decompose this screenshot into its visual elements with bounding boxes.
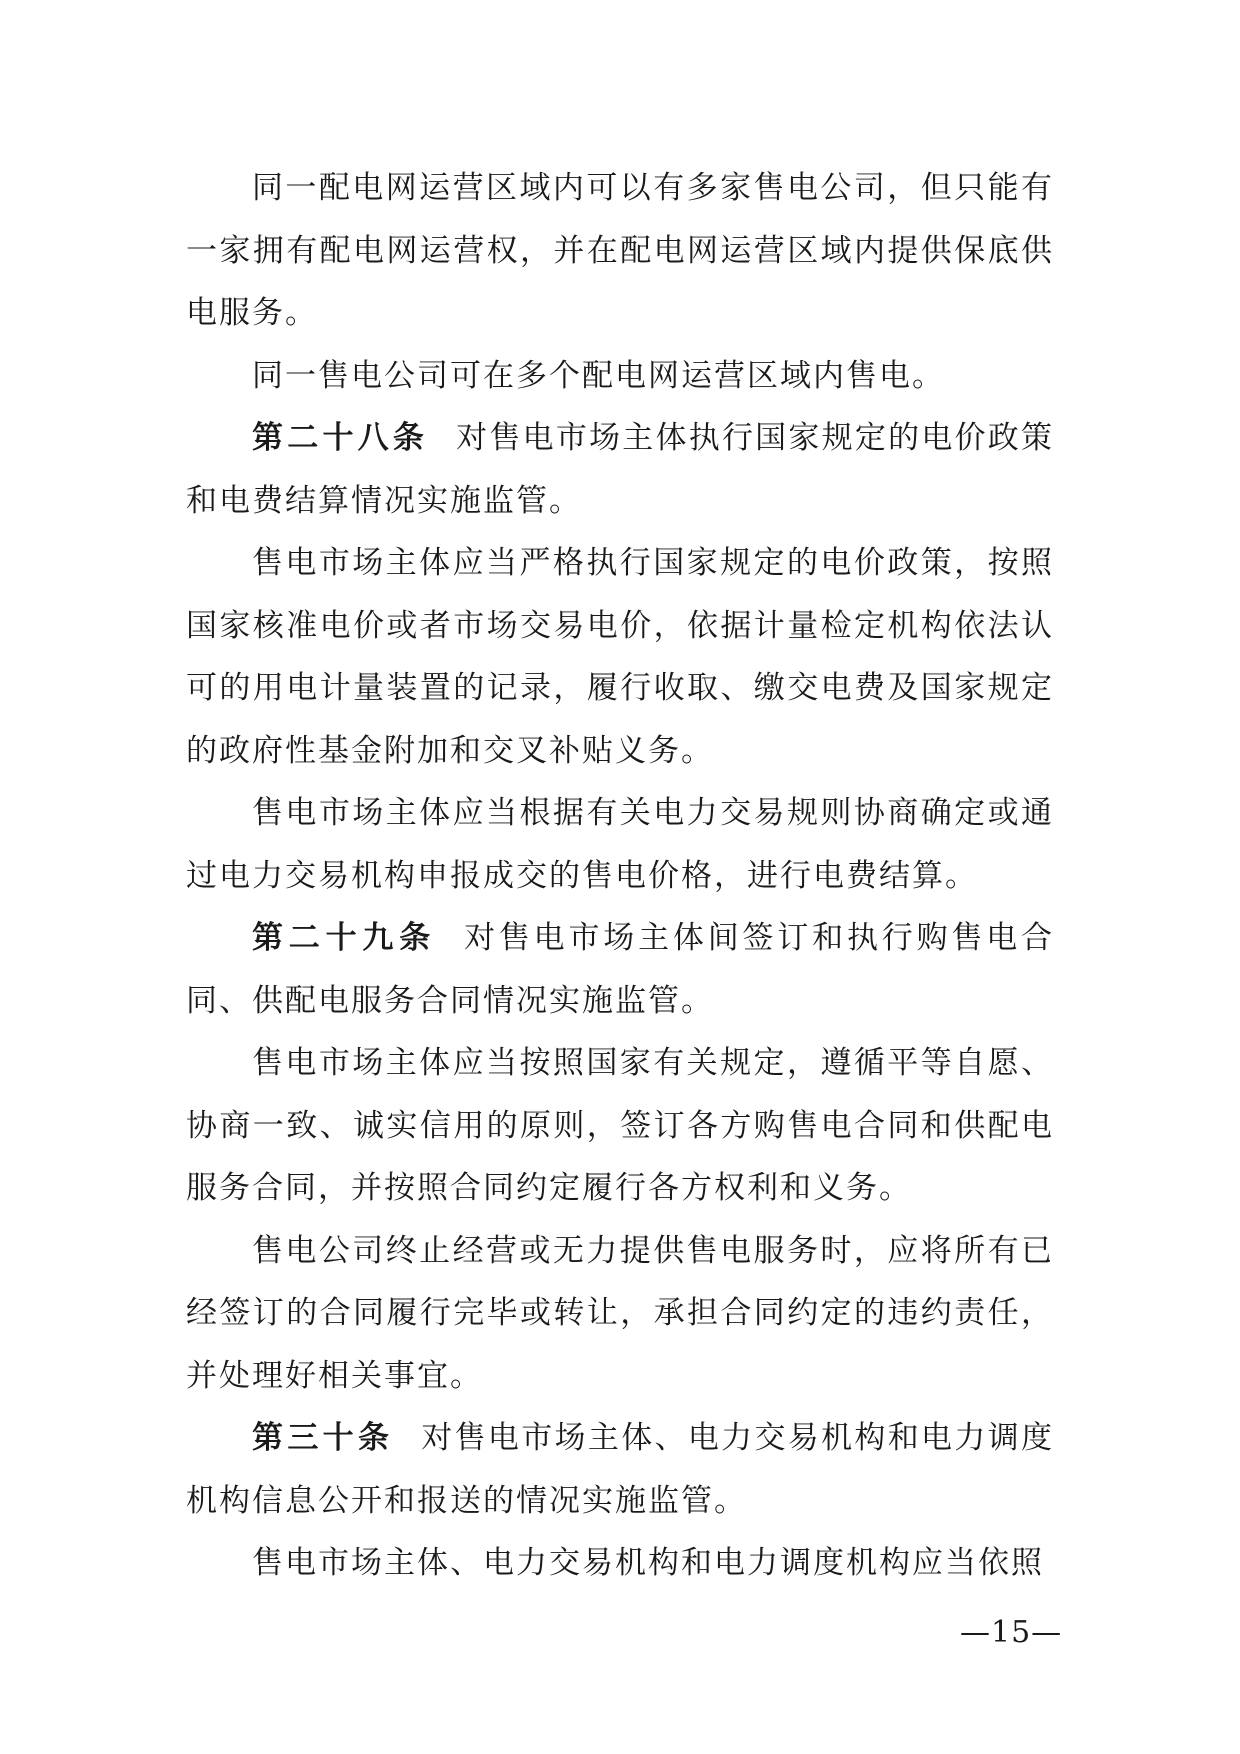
article-number: 第三十条 bbox=[252, 1420, 394, 1456]
paragraph-text: 售电市场主体、电力交易机构和电力调度机构应当依照 bbox=[252, 1545, 1044, 1581]
paragraph-text: 同一售电公司可在多个配电网运营区域内售电。 bbox=[252, 357, 945, 394]
paragraph-4 bbox=[186, 532, 1054, 782]
paragraph-7 bbox=[186, 1032, 1054, 1220]
article-number: 第二十八条 bbox=[252, 420, 429, 456]
paragraph-text: 对售电市场主体、电力交易机构和电力调度机构信息公开和报送的情况实施监管。 bbox=[186, 1420, 1055, 1519]
paragraph-5 bbox=[186, 782, 1054, 907]
paragraph-1 bbox=[186, 157, 1054, 345]
paragraph-text: 售电市场主体应当严格执行国家规定的电价政策，按照国家核准电价或者市场交易电价，依据计量检定机构依法认可的用电计量装置的记录，履行收取、缴交电费及国家规定的政府性基金附加和交叉补贴义务。 bbox=[186, 545, 1054, 769]
article-29 bbox=[186, 907, 1054, 1032]
article-number: 第二十九条 bbox=[252, 920, 437, 956]
paragraph-text: 对售电市场主体执行国家规定的电价政策和电费结算情况实施监管。 bbox=[186, 420, 1055, 519]
article-30 bbox=[186, 1407, 1054, 1532]
paragraph-text: 对售电市场主体间签订和执行购售电合同、供配电服务合同情况实施监管。 bbox=[186, 920, 1055, 1019]
paragraph-2 bbox=[186, 345, 1054, 408]
paragraph-text: 售电市场主体应当根据有关电力交易规则协商确定或通过电力交易机构申报成交的售电价格，进行电费结算。 bbox=[186, 795, 1054, 894]
paragraph-10 bbox=[186, 1532, 1054, 1595]
paragraph-text: 同一配电网运营区域内可以有多家售电公司，但只能有一家拥有配电网运营权，并在配电网运营区域内提供保底供电服务。 bbox=[186, 170, 1054, 331]
paragraph-8 bbox=[186, 1220, 1054, 1408]
page-number: —15— bbox=[960, 1615, 1063, 1650]
paragraph-text: 售电公司终止经营或无力提供售电服务时，应将所有已经签订的合同履行完毕或转让，承担合同约定的违约责任，并处理好相关事宜。 bbox=[186, 1232, 1054, 1394]
article-28 bbox=[186, 407, 1054, 532]
paragraph-text: 售电市场主体应当按照国家有关规定，遵循平等自愿、协商一致、诚实信用的原则，签订各方购售电合同和供配电服务合同，并按照合同约定履行各方权利和义务。 bbox=[186, 1045, 1054, 1206]
document-body bbox=[186, 157, 1054, 1595]
